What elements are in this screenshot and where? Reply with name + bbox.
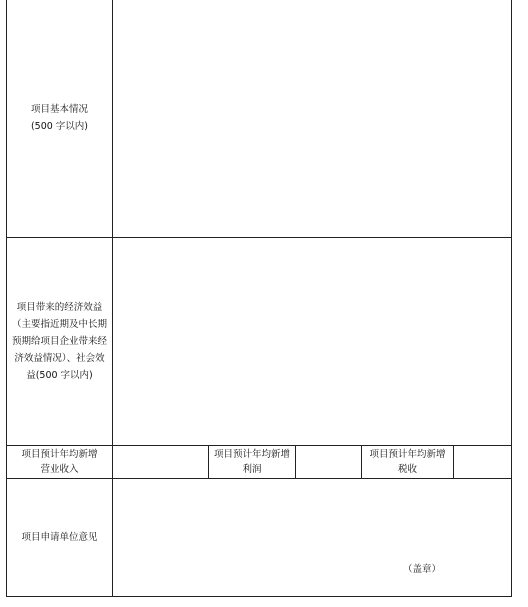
- tax-value-field[interactable]: [454, 446, 512, 479]
- benefits-label-line: 预期给项目企业带来经: [11, 336, 107, 347]
- profit-label: 项目预计年均新增: [213, 449, 290, 460]
- revenue-label-cell: [7, 446, 113, 479]
- revenue-value-field[interactable]: [113, 446, 209, 479]
- profit-label-cell: [209, 446, 296, 479]
- basic-info-label: 项目基本情况: [30, 104, 88, 115]
- tax-label-sub: 税收: [397, 464, 417, 475]
- financial-row: [7, 446, 512, 479]
- benefits-row: [7, 238, 512, 446]
- benefits-label-cell: [7, 238, 113, 446]
- basic-info-label-cell: [7, 0, 113, 238]
- basic-info-row: [7, 0, 512, 238]
- benefits-content-field[interactable]: [113, 238, 512, 446]
- tax-label: 项目预计年均新增: [369, 449, 446, 460]
- benefits-label-line: （主要指近期及中长期: [11, 319, 107, 330]
- profit-label-sub: 利润: [242, 464, 262, 475]
- opinion-row: [7, 479, 512, 597]
- seal-label: （盖章）: [403, 564, 442, 575]
- revenue-label-sub: 营业收入: [40, 464, 79, 475]
- tax-label-cell: [362, 446, 454, 479]
- opinion-content-field[interactable]: [113, 479, 512, 597]
- profit-value-field[interactable]: [296, 446, 362, 479]
- benefits-label-line: 益(500 字以内): [26, 370, 93, 381]
- application-form-table: [6, 0, 512, 597]
- basic-info-limit: (500 字以内): [30, 121, 89, 132]
- benefits-label-line: 项目带来的经济效益: [16, 302, 103, 313]
- opinion-label-cell: [7, 479, 113, 597]
- opinion-label: 项目申请单位意见: [21, 532, 98, 543]
- benefits-label-line: 济效益情况）、社会效: [14, 353, 105, 364]
- basic-info-content-field[interactable]: [113, 0, 512, 238]
- revenue-label: 项目预计年均新增: [21, 449, 98, 460]
